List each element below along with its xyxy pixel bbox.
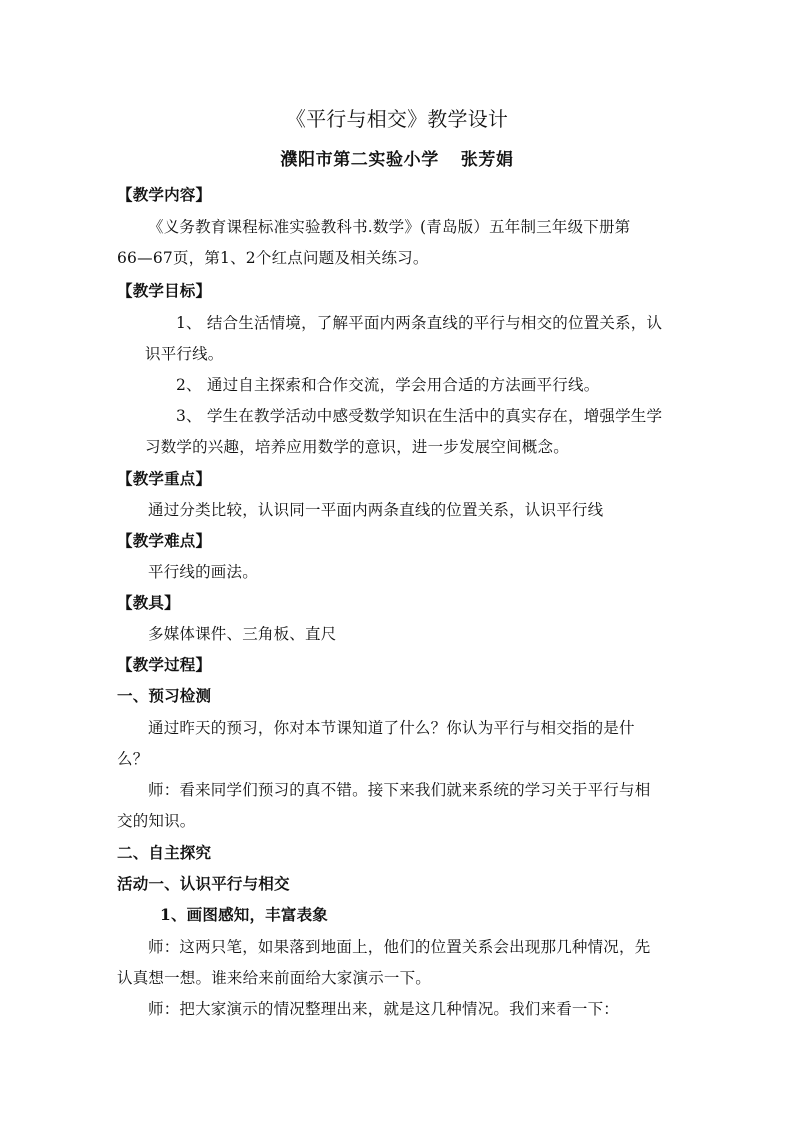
key-points-text: 通过分类比较，认识同一平面内两条直线的位置关系，认识平行线 xyxy=(148,501,604,519)
goal-1-line-1: 1、 结合生活情境，了解平面内两条直线的平行与相交的位置关系，认 xyxy=(176,314,663,332)
step-1-heading: 1、画图感知，丰富表象 xyxy=(160,905,328,924)
goal-2: 2、 通过自主探索和合作交流，学会用合适的方法画平行线。 xyxy=(176,376,600,394)
activity-1-heading: 活动一、认识平行与相交 xyxy=(117,874,290,893)
heading-key-points: 【教学重点】 xyxy=(117,469,212,488)
heading-teaching-goals: 【教学目标】 xyxy=(117,281,212,300)
heading-teaching-process: 【教学过程】 xyxy=(117,655,212,674)
author-line xyxy=(0,150,794,170)
step-1-paragraph-1-line-1: 师：这两只笔，如果落到地面上，他们的位置关系会出现那几种情况，先 xyxy=(148,938,651,956)
part-2-heading: 二、自主探究 xyxy=(117,843,212,862)
step-1-paragraph-1-line-2: 认真想一想。谁来给来前面给大家演示一下。 xyxy=(117,969,432,987)
heading-teaching-content: 【教学内容】 xyxy=(117,185,212,204)
goal-3-line-1: 3、 学生在教学活动中感受数学知识在生活中的真实存在，增强学生学 xyxy=(176,407,663,425)
step-1-paragraph-2: 师：把大家演示的情况整理出来，就是这几种情况。我们来看一下： xyxy=(148,1000,620,1018)
part-1-heading: 一、预习检测 xyxy=(117,686,212,705)
difficult-points-text: 平行线的画法。 xyxy=(148,563,258,581)
part-1-paragraph-2-line-1: 师：看来同学们预习的真不错。接下来我们就来系统的学习关于平行与相 xyxy=(148,781,651,799)
teaching-tools-text: 多媒体课件、三角板、直尺 xyxy=(148,625,337,643)
heading-difficult-points: 【教学难点】 xyxy=(117,531,212,550)
goal-3-line-2: 习数学的兴趣，培养应用数学的意识，进一步发展空间概念。 xyxy=(145,438,569,456)
part-1-paragraph-1-line-1: 通过昨天的预习，你对本节课知道了什么？你认为平行与相交指的是什 xyxy=(148,719,635,737)
document-title: 《平行与相交》教学设计 xyxy=(285,107,509,131)
goal-1-line-2: 识平行线。 xyxy=(145,345,224,363)
part-1-paragraph-1-line-2: 么？ xyxy=(117,750,149,768)
content-text-line-2: 66—67页，第1、2个红点问题及相关练习。 xyxy=(117,249,429,267)
part-1-paragraph-2-line-2: 交的知识。 xyxy=(117,812,196,830)
heading-teaching-tools: 【教具】 xyxy=(117,593,180,612)
author-name: 张芳娟 xyxy=(460,150,514,170)
author-school: 濮阳市第二实验小学 xyxy=(280,150,439,170)
content-text-line-1: 《义务教育课程标准实验教科书.数学》(青岛版）五年制三年级下册第 xyxy=(148,218,631,236)
